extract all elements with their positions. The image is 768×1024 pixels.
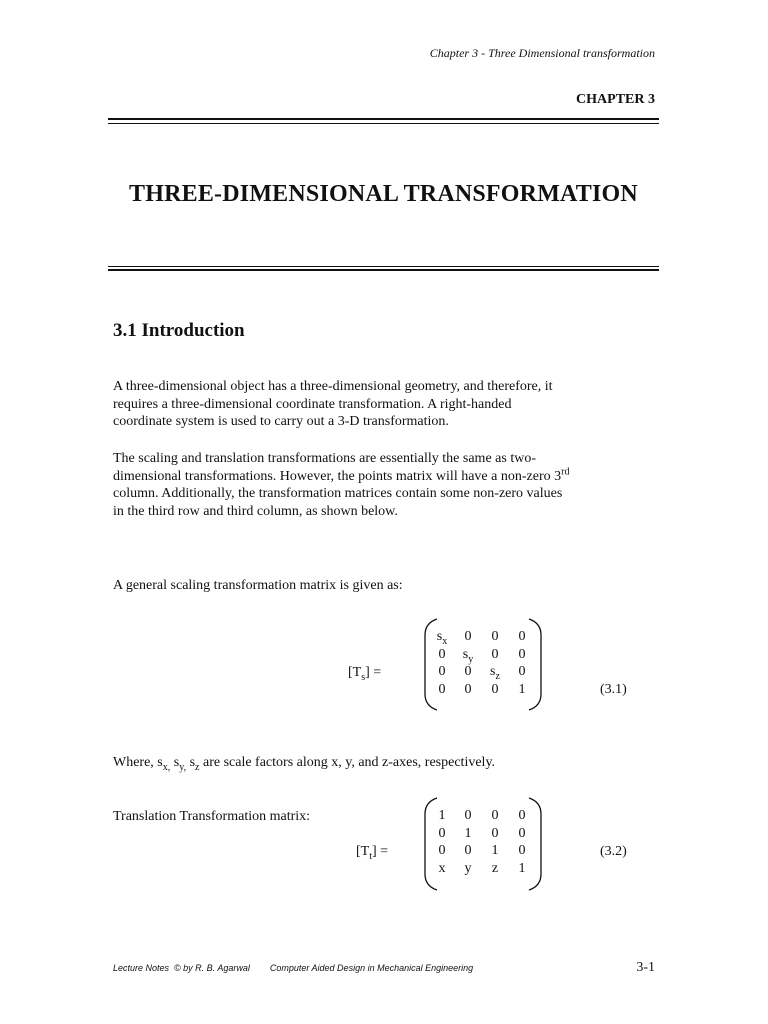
matrix-cell: 0 bbox=[518, 629, 526, 644]
matrix-cell: 0 bbox=[438, 664, 446, 679]
paragraph-scaling-translation bbox=[113, 450, 613, 520]
text-line: The scaling and translation transformations are essentially the same as two- bbox=[113, 451, 536, 466]
matrix-cell: 1 bbox=[518, 860, 526, 876]
equation-lhs-translation: $[T_t]$ = bbox=[356, 844, 389, 862]
top-rule-thin bbox=[108, 123, 659, 124]
matrix-cell: y bbox=[464, 860, 472, 876]
text-line: dimensional transformations. However, the points matrix will have a non-zero 3rd bbox=[113, 465, 570, 484]
matrix-cell: 1 bbox=[518, 681, 526, 697]
footer-credit: Lecture Notes © by R. B. Agarwal Computer Aided Design in Mechanical Engineering bbox=[113, 963, 474, 973]
matrix-cell: 0 bbox=[464, 629, 472, 644]
matrix-cell: 0 bbox=[464, 681, 472, 697]
chapter-label: CHAPTER 3 bbox=[576, 92, 655, 107]
matrix-cell: 0 bbox=[438, 825, 446, 841]
matrix-cell: $s_z$ bbox=[490, 664, 500, 682]
superscript: rd bbox=[561, 465, 570, 477]
matrix-cell: 0 bbox=[518, 808, 526, 823]
matrix-cell: $s_x$ bbox=[436, 629, 448, 647]
matrix-cell: 0 bbox=[438, 646, 446, 662]
matrix-cell: 0 bbox=[491, 646, 499, 662]
scale-factors-note bbox=[113, 754, 613, 772]
text-line: column. Additionally, the transformation matrices contain some non-zero values bbox=[113, 486, 563, 501]
matrix-cell: 0 bbox=[491, 808, 499, 823]
matrix-cell: 1 bbox=[464, 825, 472, 841]
section-heading: 3.1 Introduction bbox=[113, 320, 245, 341]
text-line: A general scaling transformation matrix is given as: bbox=[113, 578, 403, 593]
chapter-title: THREE-DIMENSIONAL TRANSFORMATION bbox=[129, 181, 638, 207]
matrix-cell: 0 bbox=[464, 808, 472, 823]
matrix-cell: 0 bbox=[438, 681, 446, 697]
matrix-cell: 0 bbox=[518, 664, 526, 679]
matrix-cell: 0 bbox=[491, 629, 499, 644]
scaling-intro bbox=[113, 577, 613, 595]
mid-rule-thick bbox=[108, 269, 659, 271]
text-line: coordinate system is used to carry out a 3-D transformation. bbox=[113, 414, 449, 429]
mid-rule-thin bbox=[108, 266, 659, 267]
equation-number: (3.1) bbox=[600, 682, 627, 697]
page-number: 3-1 bbox=[636, 960, 655, 975]
text-line: A three-dimensional object has a three-dimensional geometry, and therefore, it bbox=[113, 379, 553, 394]
matrix-cell: 0 bbox=[491, 825, 499, 841]
text-line: Where, $s_{x,}$ $s_{y,}$ $s_z$ are scale factors along x, y, and z-axes, respectively. bbox=[113, 755, 496, 773]
running-head: Chapter 3 - Three Dimensional transformation bbox=[429, 46, 655, 60]
matrix-cell: $s_y$ bbox=[462, 646, 474, 665]
matrix-cell: x bbox=[438, 860, 446, 876]
top-rule-thick bbox=[108, 118, 659, 120]
matrix-cell: 0 bbox=[491, 681, 499, 697]
paragraph-intro bbox=[113, 378, 613, 431]
matrix-cell: 1 bbox=[491, 843, 499, 858]
text-line: Translation Transformation matrix: bbox=[113, 809, 311, 824]
matrix-cell: z bbox=[491, 860, 499, 876]
matrix-cell: 0 bbox=[464, 843, 472, 858]
matrix-cell: 0 bbox=[518, 843, 526, 858]
text-line: in the third row and third column, as shown below. bbox=[113, 503, 398, 519]
equation-lhs-scaling: $[T_s]$ = bbox=[348, 665, 382, 683]
equation-number: (3.2) bbox=[600, 844, 627, 859]
matrix-cell: 0 bbox=[464, 664, 472, 679]
matrix-cell: 0 bbox=[518, 825, 526, 841]
matrix-cell: 0 bbox=[518, 646, 526, 662]
text-line: requires a three-dimensional coordinate transformation. A right-handed bbox=[113, 396, 512, 412]
matrix-cell: 1 bbox=[438, 808, 446, 823]
matrix-cell: 0 bbox=[438, 843, 446, 858]
